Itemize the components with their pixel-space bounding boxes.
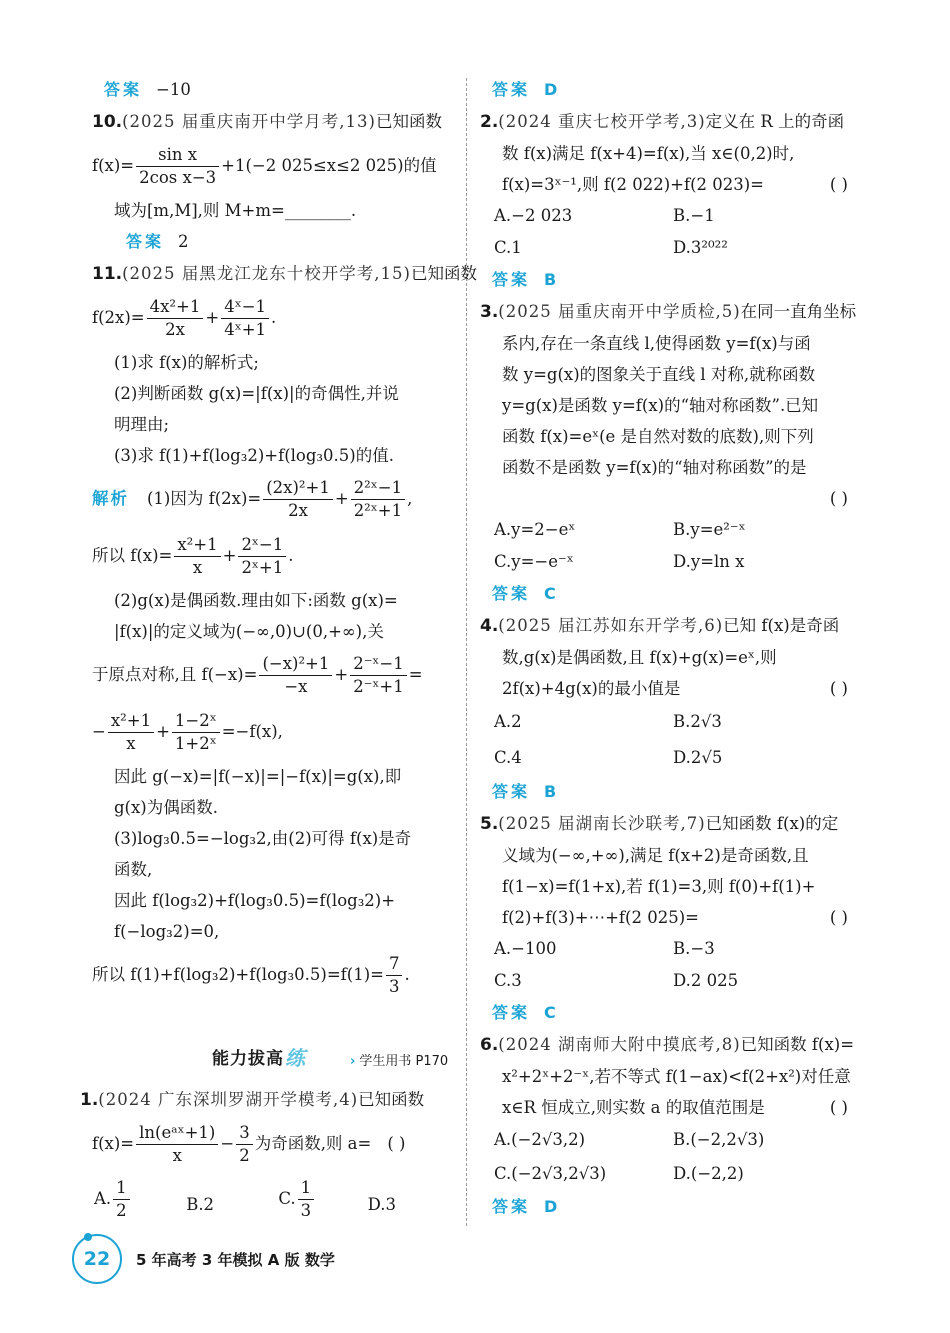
- question-source: (2025 届黑龙江龙东十校开学考,15): [122, 264, 411, 283]
- question-number: 1.: [80, 1090, 99, 1110]
- question-text: 2f(x)+4g(x)的最小值是: [502, 679, 681, 698]
- numerator: 3: [236, 1122, 253, 1145]
- question-text: 义域为(−∞,+∞),满足 f(x+2)是奇函数,且: [502, 846, 809, 865]
- question-source: (2025 届重庆南开中学质检,5): [498, 302, 741, 321]
- question-text: f(2)+f(3)+⋯+f(2 025)=: [502, 908, 699, 927]
- denominator: 3: [300, 1201, 312, 1220]
- formula-text: f(x)=: [92, 156, 135, 175]
- answer-label: 答案: [492, 584, 531, 603]
- option-d: D.2√5: [673, 748, 723, 767]
- question-text: f(1−x)=f(1+x),若 f(1)=3,则 f(0)+f(1)+: [502, 877, 816, 896]
- question-source: (2025 届重庆南开中学月考,13): [122, 112, 376, 131]
- answer-value: D: [544, 80, 558, 99]
- answer-line: [492, 578, 852, 610]
- option-b: B.y=e²⁻ˣ: [673, 520, 746, 539]
- answer-line: [104, 226, 452, 258]
- option-c: C.3: [494, 971, 522, 990]
- option-c: C.(−2√3,2√3): [494, 1164, 607, 1183]
- question-6: [480, 1029, 855, 1223]
- option-a: A.−100: [494, 939, 557, 958]
- question-text: 已知函数: [375, 112, 442, 131]
- denominator: x: [172, 1146, 182, 1165]
- question-text: y=g(x)是函数 y=f(x)的“轴对称函数”.已知: [502, 396, 819, 415]
- solution-line: [92, 947, 452, 1004]
- answer-value: 2: [178, 232, 189, 251]
- denominator: 2: [116, 1201, 127, 1220]
- answer-label: 答案: [126, 232, 165, 251]
- formula-text: f(2x)=: [92, 308, 145, 327]
- answer-label: 答案: [492, 270, 531, 289]
- numerator: x²+1: [108, 710, 154, 733]
- numerator: 1: [298, 1177, 315, 1200]
- formula-text: +1(−2 025≤x≤2 025)的值: [221, 156, 437, 175]
- formula-text: −: [220, 1134, 235, 1153]
- option-b: B.−3: [673, 939, 715, 958]
- formula-line: [92, 138, 452, 195]
- fraction: [221, 296, 269, 341]
- question-number: 6.: [480, 1035, 499, 1055]
- question-text: 数 f(x)满足 f(x+4)=f(x),当 x∈(0,2)时,: [502, 144, 795, 163]
- question-text: 数 y=g(x)的图象关于直线 l 对称,就称函数: [502, 365, 816, 384]
- question-4: [480, 610, 852, 808]
- answer-blank: ( ): [829, 1098, 848, 1117]
- options-row: [80, 1177, 455, 1233]
- option-b: B.(−2,2√3): [673, 1130, 765, 1149]
- option-d: D.(−2,2): [673, 1164, 744, 1183]
- solution-line: [92, 647, 452, 704]
- option-label: C.: [278, 1189, 296, 1208]
- answer-blank: ( ): [387, 1134, 406, 1153]
- left-column: [92, 74, 477, 1004]
- question-text: 函数 f(x)=eˣ(e 是自然对数的底数),则下列: [502, 427, 814, 446]
- question-1: [80, 1084, 455, 1233]
- answer-blank: ( ): [829, 908, 848, 927]
- question-text: 已知 f(x)是奇函: [723, 616, 840, 635]
- fraction: [108, 710, 154, 755]
- fraction: [350, 653, 407, 698]
- option-c: C.4: [494, 748, 522, 767]
- option-d: D.3²⁰²²: [673, 238, 728, 257]
- solution-text: |f(x)|的定义域为(−∞,0)∪(0,+∞),关: [114, 622, 384, 641]
- numerator: 2²ˣ−1: [351, 477, 405, 500]
- option-d: D.y=ln x: [673, 552, 745, 571]
- denominator: 2⁻ˣ+1: [353, 677, 404, 696]
- column-divider: [466, 78, 467, 1226]
- solution-line: [92, 471, 452, 528]
- solution-line: [92, 528, 452, 585]
- fraction: [386, 953, 403, 998]
- solution-text: 所以 f(1)+f(log₃2)+f(log₃0.5)=f(1)=: [92, 965, 384, 984]
- numerator: 1: [113, 1177, 130, 1200]
- question-text: 已知函数: [410, 264, 477, 283]
- question-source: (2024 湖南师大附中摸底考,8): [498, 1035, 741, 1054]
- formula-text: .: [288, 546, 294, 565]
- denominator: 2x: [288, 501, 308, 520]
- chevron-right-icon: ›: [350, 1054, 356, 1069]
- denominator: 2cos x−3: [139, 168, 217, 187]
- answer-blank: ( ): [829, 679, 848, 698]
- question-source: (2025 届湖南长沙联考,7): [498, 814, 706, 833]
- answer-value: B: [544, 782, 557, 801]
- numerator: (−x)²+1: [259, 653, 332, 676]
- answer-line: [492, 74, 852, 106]
- question-number: 5.: [480, 814, 499, 834]
- section-title: 能力拔高: [212, 1049, 284, 1069]
- option-c: [278, 1177, 367, 1233]
- numerator: (2x)²+1: [263, 477, 333, 500]
- solution-text: 于原点对称,且 f(−x)=: [92, 665, 258, 684]
- formula-text: +: [334, 489, 349, 508]
- question-text: 函数不是函数 y=f(x)的“轴对称函数”的是: [502, 458, 807, 477]
- fraction: [147, 296, 204, 341]
- formula-text: .: [404, 965, 410, 984]
- option-b: B.−1: [673, 206, 715, 225]
- question-part: 明理由;: [114, 415, 170, 434]
- question-text: 域为[m,M],则 M+m=________.: [114, 201, 357, 220]
- numerator: 2⁻ˣ−1: [350, 653, 407, 676]
- question-part: (2)判断函数 g(x)=|f(x)|的奇偶性,并说: [114, 384, 399, 403]
- page-number: 22: [83, 1248, 111, 1270]
- question-text: 已知函数: [358, 1090, 425, 1109]
- analysis-label: 解析: [92, 489, 129, 508]
- numerator: sin x: [136, 144, 219, 167]
- answer-line: [492, 1191, 852, 1223]
- formula-text: +: [205, 308, 220, 327]
- answer-value: −10: [156, 80, 191, 99]
- solution-text: (1)因为 f(2x)=: [147, 489, 262, 508]
- fraction: [238, 534, 286, 579]
- option-label: A.: [94, 1189, 112, 1208]
- fraction: [174, 534, 220, 579]
- question-part: (1)求 f(x)的解析式;: [114, 353, 259, 372]
- question-text: 定义在 R 上的奇函: [705, 112, 845, 131]
- option-b: B.2: [186, 1195, 215, 1214]
- option-a: A.2: [494, 712, 522, 731]
- numerator: 7: [386, 953, 403, 976]
- solution-text: 所以 f(x)=: [92, 546, 173, 565]
- option-a: A.y=2−eˣ: [494, 520, 576, 539]
- question-text: f(x)=3ˣ⁻¹,则 f(2 022)+f(2 023)=: [502, 175, 765, 194]
- page-number-badge: [72, 1234, 122, 1284]
- fraction: [113, 1177, 130, 1222]
- question-text: 已知函数 f(x)=: [740, 1035, 855, 1054]
- numerator: 4x²+1: [147, 296, 204, 319]
- reference-text: 学生用书 P170: [359, 1054, 449, 1069]
- question-2: [480, 106, 852, 296]
- question-5: [480, 808, 852, 1029]
- question-text: 数,g(x)是偶函数,且 f(x)+g(x)=eˣ,则: [502, 648, 777, 667]
- formula-text: 为奇函数,则 a=: [254, 1134, 372, 1153]
- denominator: 2: [239, 1146, 250, 1165]
- question-text: 已知函数 f(x)的定: [705, 814, 839, 833]
- question-source: (2025 届江苏如东开学考,6): [498, 616, 724, 635]
- formula-line: [80, 1116, 455, 1173]
- fraction: [263, 477, 333, 522]
- ability-section-header: [212, 1042, 305, 1071]
- answer-blank: ( ): [829, 175, 848, 194]
- denominator: 2ˣ+1: [241, 558, 284, 577]
- fraction: [136, 1122, 218, 1167]
- solution-text: 函数,: [114, 860, 153, 879]
- solution-text: g(x)为偶函数.: [114, 798, 218, 817]
- answer-value: D: [544, 1197, 558, 1216]
- denominator: −x: [284, 677, 308, 696]
- answer-line: [104, 74, 452, 106]
- question-text: 系内,存在一条直线 l,使得函数 y=f(x)与函: [502, 334, 811, 353]
- question-3: [480, 296, 857, 610]
- answer-line: [492, 997, 852, 1029]
- formula-text: ,: [407, 489, 413, 508]
- option-a: A.(−2√3,2): [494, 1130, 586, 1149]
- fraction: [259, 653, 332, 698]
- numerator: 1−2ˣ: [172, 710, 220, 733]
- answer-label: 答案: [492, 782, 531, 801]
- answer-label: 答案: [492, 1003, 531, 1022]
- page-footer: [72, 1234, 335, 1284]
- student-book-reference: [350, 1050, 448, 1069]
- numerator: 4ˣ−1: [221, 296, 269, 319]
- badge-dot: [84, 1233, 92, 1241]
- formula-text: =: [408, 665, 423, 684]
- answer-label: 答案: [492, 1197, 531, 1216]
- question-text: x∈R 恒成立,则实数 a 的取值范围是: [502, 1098, 765, 1117]
- fraction: [172, 710, 220, 755]
- formula-text: +: [156, 722, 170, 741]
- question-text: 在同一直角坐标: [740, 302, 857, 321]
- question-11: [92, 258, 477, 1004]
- right-column: [480, 74, 857, 1223]
- fraction: [351, 477, 405, 522]
- formula-text: −: [92, 722, 106, 741]
- option-c: C.y=−e⁻ˣ: [494, 552, 574, 571]
- question-number: 10.: [92, 112, 123, 132]
- denominator: 1+2ˣ: [174, 734, 217, 753]
- formula-text: +: [222, 546, 237, 565]
- formula-text: =−f(x),: [221, 722, 283, 741]
- answer-label: 答案: [492, 80, 531, 99]
- formula-text: +: [334, 665, 349, 684]
- fraction: [298, 1177, 315, 1222]
- question-source: (2024 重庆七校开学考,3): [498, 112, 706, 131]
- solution-line: [92, 704, 452, 761]
- answer-value: C: [544, 584, 556, 603]
- formula-text: .: [271, 308, 277, 327]
- solution-text: (2)g(x)是偶函数.理由如下:函数 g(x)=: [114, 591, 398, 610]
- option-a: [94, 1177, 186, 1233]
- question-number: 11.: [92, 264, 123, 284]
- solution-text: f(−log₃2)=0,: [114, 922, 220, 941]
- question-number: 4.: [480, 616, 499, 636]
- option-b: B.2√3: [673, 712, 722, 731]
- answer-line: [492, 776, 852, 808]
- numerator: 2ˣ−1: [238, 534, 286, 557]
- answer-blank: ( ): [829, 489, 848, 508]
- answer-label: 答案: [104, 80, 143, 99]
- formula-text: f(x)=: [92, 1134, 135, 1153]
- question-number: 2.: [480, 112, 499, 132]
- denominator: x: [126, 734, 136, 753]
- question-text: x²+2ˣ+2⁻ˣ,若不等式 f(1−ax)<f(2+x²)对任意: [502, 1067, 851, 1086]
- fraction: [136, 144, 219, 189]
- section-title-accent: 练: [285, 1046, 305, 1070]
- formula-line: [92, 290, 452, 347]
- denominator: 4ˣ+1: [224, 320, 267, 339]
- solution-text: 因此 g(−x)=|f(−x)|=|−f(x)|=g(x),即: [114, 767, 402, 786]
- answer-line: [492, 264, 852, 296]
- option-d: D.2 025: [673, 971, 739, 990]
- solution-text: (3)log₃0.5=−log₃2,由(2)可得 f(x)是奇: [114, 829, 412, 848]
- question-part: (3)求 f(1)+f(log₃2)+f(log₃0.5)的值.: [114, 446, 394, 465]
- option-a: A.−2 023: [494, 206, 573, 225]
- numerator: x²+1: [174, 534, 220, 557]
- solution-text: 因此 f(log₃2)+f(log₃0.5)=f(log₃2)+: [114, 891, 396, 910]
- question-source: (2024 广东深圳罗湖开学模考,4): [98, 1090, 359, 1109]
- denominator: 3: [388, 977, 400, 996]
- book-title: 5 年高考 3 年模拟 A 版 数学: [136, 1250, 335, 1269]
- question-number: 3.: [480, 302, 499, 322]
- denominator: 2²ˣ+1: [353, 501, 403, 520]
- denominator: x: [192, 558, 203, 577]
- option-c: C.1: [494, 238, 522, 257]
- answer-value: C: [544, 1003, 556, 1022]
- numerator: ln(eᵃˣ+1): [136, 1122, 218, 1145]
- fraction: [236, 1122, 253, 1167]
- denominator: 2x: [165, 320, 185, 339]
- question-10: [92, 106, 452, 258]
- option-d: D.3: [367, 1195, 397, 1214]
- answer-value: B: [544, 270, 557, 289]
